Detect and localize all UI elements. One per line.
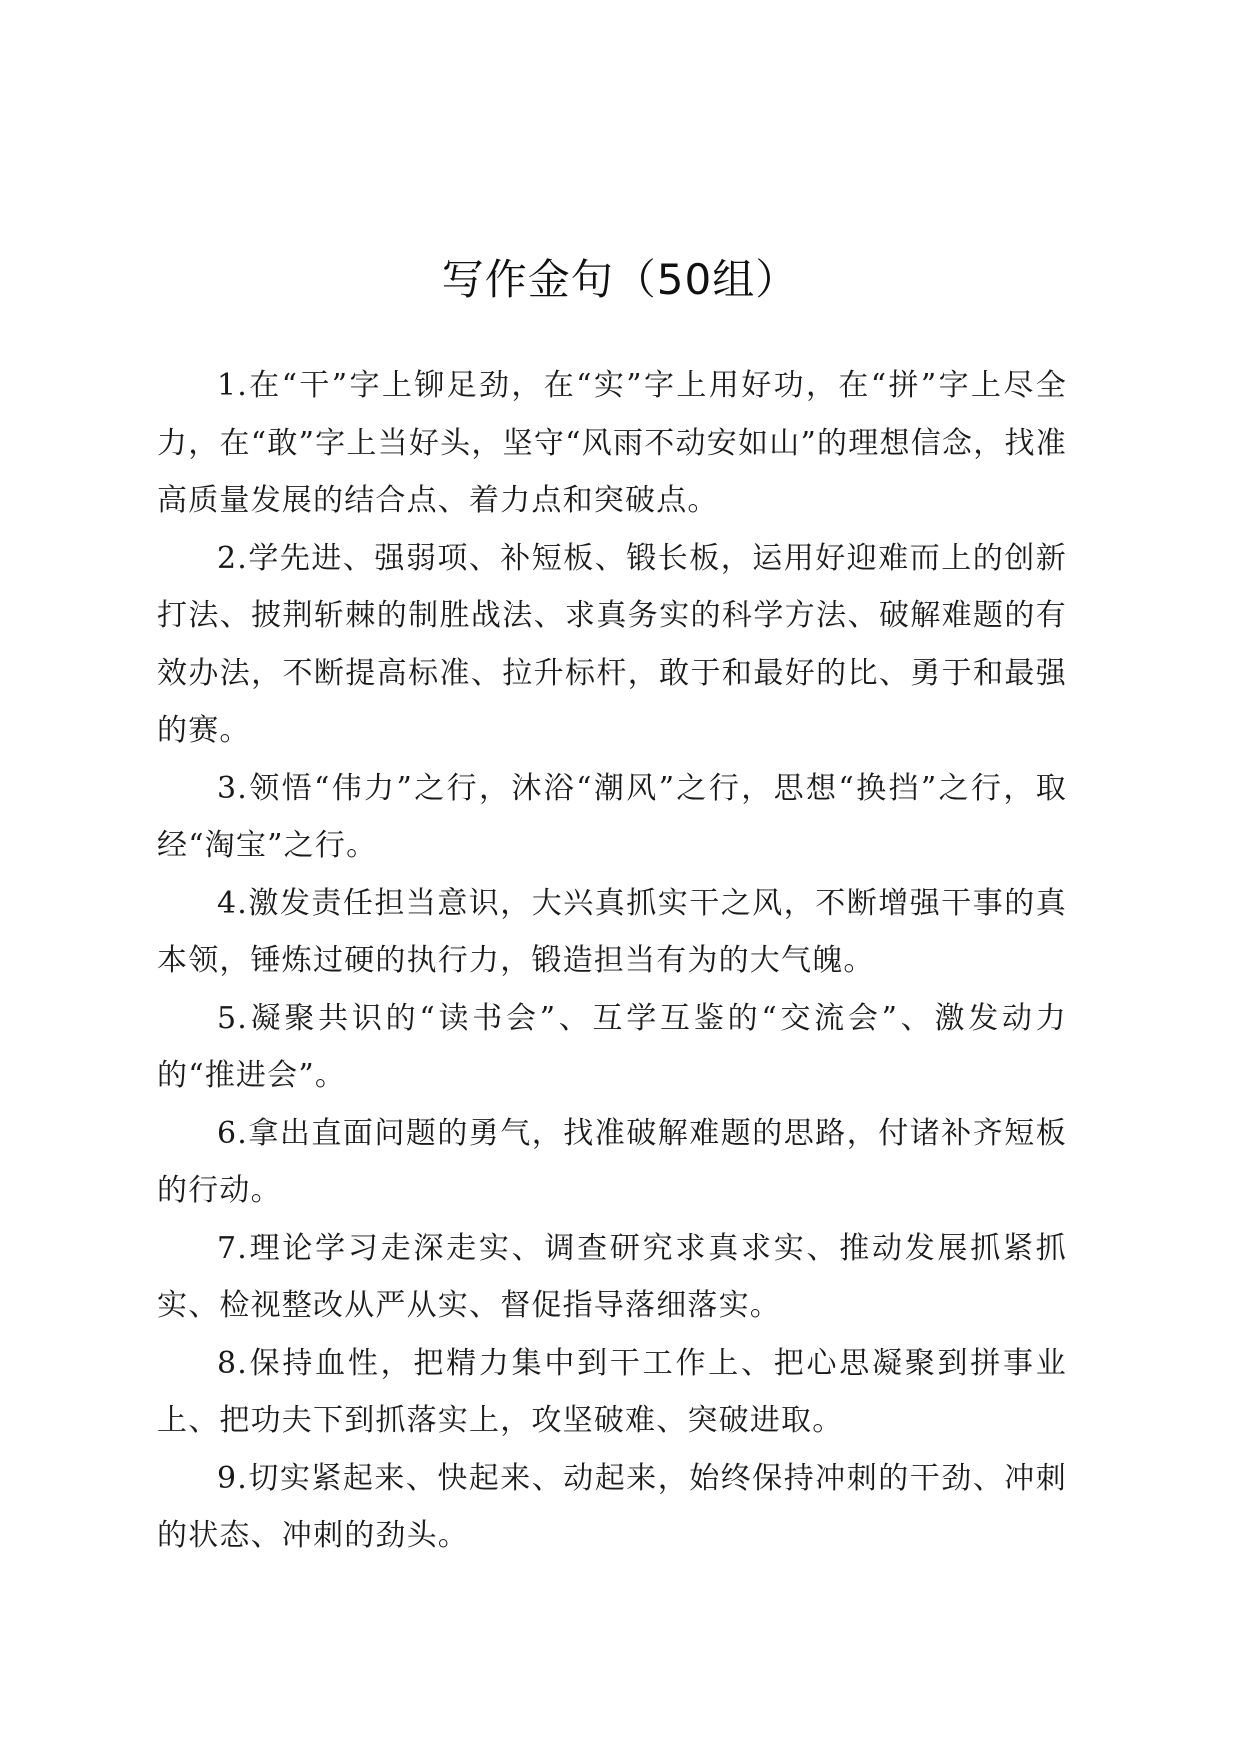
paragraph-4: 4.激发责任担当意识，大兴真抓实干之风，不断增强干事的真本领，锤炼过硬的执行力，锻造担当有为的大气魄。 xyxy=(157,885,1067,978)
paragraph-8: 8.保持血性，把精力集中到干工作上、把心思凝聚到拼事业上、把功夫下到抓落实上，攻坚破难、突破进取。 xyxy=(157,1345,1067,1438)
document-body xyxy=(157,357,1067,1565)
paragraph-5: 5.凝聚共识的“读书会”、互学互鉴的“交流会”、激发动力的“推进会”。 xyxy=(157,1000,1067,1093)
paragraph-9: 9.切实紧起来、快起来、动起来，始终保持冲刺的干劲、冲刺的状态、冲刺的劲头。 xyxy=(157,1460,1067,1553)
paragraph-2: 2.学先进、强弱项、补短板、锻长板，运用好迎难而上的创新打法、披荆斩棘的制胜战法、求真务实的科学方法、破解难题的有效办法，不断提高标准、拉升标杆，敢于和最好的比、勇于和最强的赛。 xyxy=(157,540,1067,748)
paragraph-1: 1.在“干”字上铆足劲，在“实”字上用好功，在“拼”字上尽全力，在“敢”字上当好头，坚守“风雨不动安如山”的理想信念，找准高质量发展的结合点、着力点和突破点。 xyxy=(157,368,1067,518)
paragraph-7: 7.理论学习走深走实、调查研究求真求实、推动发展抓紧抓实、检视整改从严从实、督促指导落细落实。 xyxy=(157,1230,1067,1323)
paragraph-6: 6.拿出直面问题的勇气，找准破解难题的思路，付诸补齐短板的行动。 xyxy=(157,1115,1067,1208)
document-title: 写作金句（50组） xyxy=(441,255,799,304)
paragraph-3: 3.领悟“伟力”之行，沐浴“潮风”之行，思想“换挡”之行，取经“淘宝”之行。 xyxy=(157,770,1067,863)
